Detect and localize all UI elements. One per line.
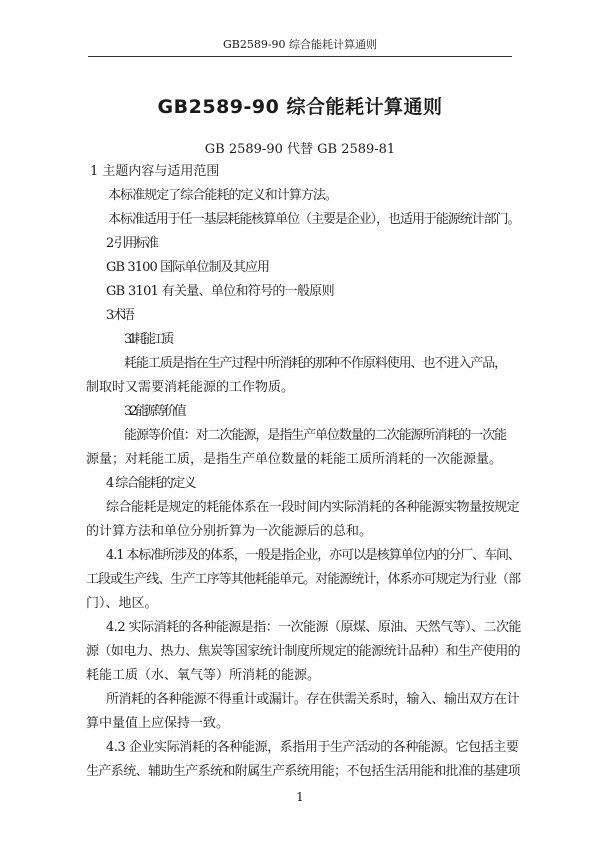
section-4-2b-line-1: 所消耗的各种能源不得重计或漏计。存在供需关系时，输入、输出双方在计 (106, 692, 520, 707)
section-4-heading: 4 综合能耗的定义 (106, 476, 196, 491)
section-4-1-line-3: 门）、地区。 (86, 596, 158, 611)
section-4-3-line-1: 4.3 企业实际消耗的各种能源，系指用于生产活动的各种能源。它包括主要 (106, 740, 519, 755)
section-4-3-line-2: 生产系统、辅助生产系统和附属生产系统用能；不包括生活用能和批准的基建项 (86, 764, 521, 779)
section-3-1-heading: 3.1 耗能工质 (124, 332, 171, 347)
section-1-paragraph-1: 本标准规定了综合能耗的定义和计算方法。 (108, 188, 337, 203)
section-4-2-line-1: 4.2 实际消耗的各种能源是指：一次能源（原煤、原油、天然气等）、二次能 (106, 620, 521, 635)
section-3-2-heading: 3.2 能源等价值 (124, 404, 184, 419)
reference-gb3101: GB 3101 有关量、单位和符号的一般原则 (106, 284, 334, 299)
section-4-2-line-2: 源（如电力、热力、焦炭等国家统计制度所规定的能源统计品种）和生产使用的 (86, 644, 521, 659)
section-4-2-line-3: 耗能工质（水、氧气等）所消耗的能源。 (86, 668, 321, 683)
document-subtitle: GB 2589-90 代替 GB 2589-81 (204, 142, 396, 157)
section-3-2-line-2: 源量；对耗能工质，是指生产单位数量的耗能工质所消耗的一次能源量。 (86, 452, 503, 467)
section-4-1-line-2: 工段或生产线、生产工序等其他耗能单元。对能源统计，体系亦可规定为行业（部 (86, 572, 521, 587)
section-4-line-2: 的计算方法和单位分别折算为一次能源后的总和。 (86, 524, 373, 539)
reference-gb3100: GB 3100 国际单位制及其应用 (106, 260, 270, 275)
section-3-2-line-1: 能源等价值：对二次能源，是指生产单位数量的二次能源所消耗的一次能 (124, 428, 507, 443)
page-number: 1 (296, 790, 304, 804)
section-3-1-line-1: 耗能工质是指在生产过程中所消耗的那种不作原料使用、也不进入产品， (124, 356, 507, 371)
section-1-heading: 1 主题内容与适用范围 (90, 164, 220, 179)
section-2-heading: 2 引用标准 (106, 236, 157, 251)
section-1-paragraph-2: 本标准适用于任一基层耗能核算单位（主要是企业），也适用于能源统计部门。 (108, 212, 520, 227)
section-4-line-1: 综合能耗是规定的耗能体系在一段时间内实际消耗的各种能源实物量按规定 (106, 500, 520, 515)
section-4-2b-line-2: 算中量值上应保持一致。 (86, 716, 230, 731)
document-title: GB2589-90 综合能耗计算通则 (157, 96, 443, 118)
section-3-1-line-2: 制取时又需要消耗能源的工作物质。 (86, 380, 295, 395)
section-3-heading: 3 术语 (106, 308, 132, 323)
running-header: GB2589-90 综合能耗计算通则 (88, 34, 512, 57)
section-4-1-line-1: 4.1 本标准所涉及的体系，一般是指企业，亦可以是核算单位内的分厂、车间、 (106, 548, 520, 563)
